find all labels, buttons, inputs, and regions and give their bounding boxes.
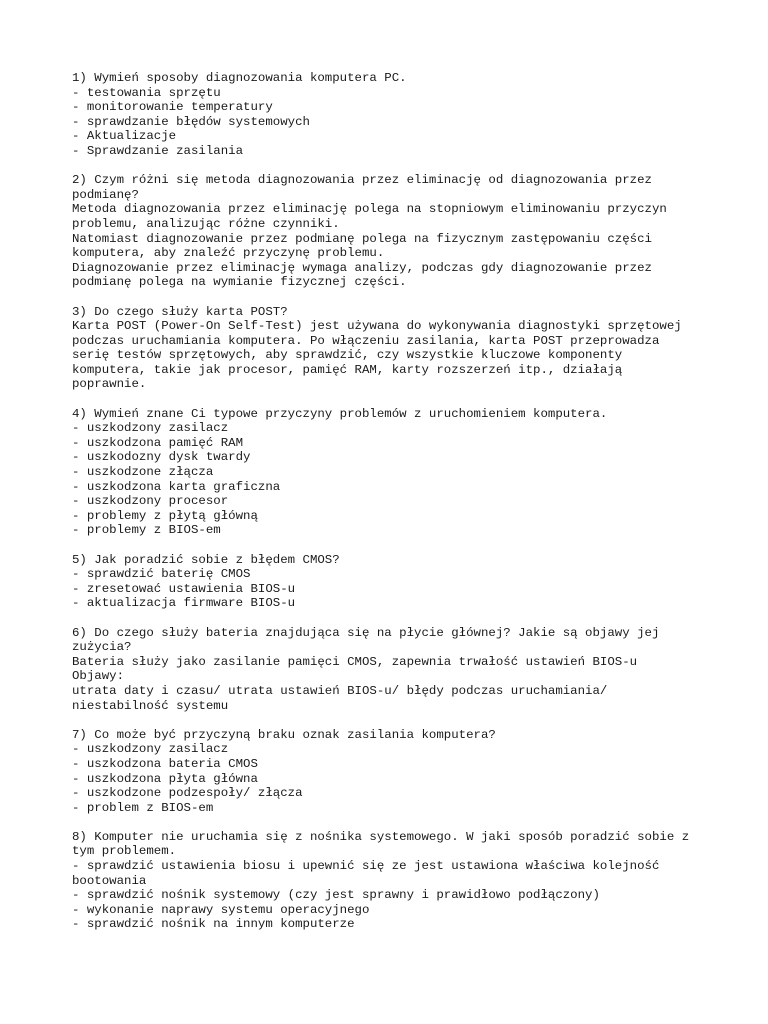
text-line: - Aktualizacje — [72, 129, 177, 144]
text-line: - uszkodzona karta graficzna — [72, 479, 281, 494]
text-line: 2) Czym różni się metoda diagnozowania przez eliminację od diagnozowania przez — [72, 173, 652, 188]
question-8 — [72, 830, 732, 932]
text-line: podczas uruchamiania komputera. Po włączeniu zasilania, karta POST przeprowadza — [72, 333, 660, 348]
text-line: - uszkodzona pamięć RAM — [72, 435, 244, 450]
text-line: - monitorowanie temperatury — [72, 100, 273, 115]
text-line: - problem z BIOS-em — [72, 800, 214, 815]
text-line: serię testów sprzętowych, aby sprawdzić, czy wszystkie kluczowe komponenty — [72, 348, 623, 363]
text-line: zużycia? — [72, 640, 132, 655]
text-line: poprawnie. — [72, 377, 147, 392]
question-2 — [72, 173, 732, 290]
text-line: - sprawdzić nośnik systemowy (czy jest sprawny i prawidłowo podłączony) — [72, 888, 600, 903]
text-line: podmianę polega na wymianie fizycznej części. — [72, 275, 407, 290]
question-7 — [72, 728, 732, 816]
text-line: Karta POST (Power-On Self-Test) jest używana do wykonywania diagnostyki sprzętowej — [72, 319, 682, 334]
text-line: 1) Wymień sposoby diagnozowania komputera PC. — [72, 71, 407, 85]
text-line: bootowania — [72, 873, 147, 888]
text-line: - sprawdzanie błędów systemowych — [72, 114, 310, 129]
text-line: utrata daty i czasu/ utrata ustawień BIOS-u/ błędy podczas uruchamiania/ — [72, 683, 608, 698]
text-line: - zresetować ustawienia BIOS-u — [72, 581, 296, 596]
text-line: - uszkodzona bateria CMOS — [72, 756, 258, 771]
text-line: - uszkodzony zasilacz — [72, 742, 229, 757]
text-line: Natomiast diagnozowanie przez podmianę polega na fizycznym zastępowaniu części — [72, 231, 652, 246]
text-line: tym problemem. — [72, 844, 177, 859]
text-line: - Sprawdzanie zasilania — [72, 143, 244, 158]
text-line: Bateria służy jako zasilanie pamięci CMOS, zapewnia trwałość ustawień BIOS-u — [72, 654, 638, 669]
text-line: - uszkodzone podzespoły/ złącza — [72, 786, 303, 801]
text-line: - uszkodzony procesor — [72, 494, 229, 509]
text-line: - problemy z BIOS-em — [72, 523, 221, 538]
text-line: 8) Komputer nie uruchamia się z nośnika systemowego. W jaki sposób poradzić sobie z — [72, 829, 690, 844]
text-line: - sprawdzić nośnik na innym komputerze — [72, 917, 355, 932]
text-line: - aktualizacja firmware BIOS-u — [72, 596, 296, 611]
text-line: - sprawdzić baterię CMOS — [72, 567, 251, 582]
text-line: 4) Wymień znane Ci typowe przyczyny problemów z uruchomieniem komputera. — [72, 406, 608, 421]
text-line: 7) Co może być przyczyną braku oznak zasilania komputera? — [72, 727, 496, 742]
document-page — [72, 71, 732, 947]
text-line: Objawy: — [72, 669, 125, 684]
text-line: 5) Jak poradzić sobie z błędem CMOS? — [72, 552, 340, 567]
text-line: podmianę? — [72, 187, 139, 202]
question-1 — [72, 71, 732, 159]
question-4 — [72, 407, 732, 538]
question-5 — [72, 553, 732, 611]
text-line: Diagnozowanie przez eliminację wymaga analizy, podczas gdy diagnozowanie przez — [72, 260, 652, 275]
text-line: - uszkodozny dysk twardy — [72, 450, 251, 465]
question-6 — [72, 626, 732, 714]
text-line: - wykonanie naprawy systemu operacyjnego — [72, 902, 370, 917]
text-line: - uszkodzony zasilacz — [72, 421, 229, 436]
question-3 — [72, 305, 732, 393]
text-line: 6) Do czego służy bateria znajdująca się na płycie głównej? Jakie są objawy jej — [72, 625, 660, 640]
text-line: - uszkodzone złącza — [72, 465, 214, 480]
text-line: komputera, takie jak procesor, pamięć RAM, karty rozszerzeń itp., działają — [72, 362, 623, 377]
text-line: problemu, analizując różne czynniki. — [72, 216, 340, 231]
text-line: 3) Do czego służy karta POST? — [72, 304, 288, 319]
text-line: Metoda diagnozowania przez eliminację polega na stopniowym eliminowaniu przyczyn — [72, 202, 667, 217]
text-line: niestabilność systemu — [72, 698, 229, 713]
text-line: komputera, aby znaleźć przyczynę problemu. — [72, 246, 385, 261]
text-line: - testowania sprzętu — [72, 85, 221, 100]
text-line: - sprawdzić ustawienia biosu i upewnić się ze jest ustawiona właściwa kolejność — [72, 859, 660, 874]
text-line: - uszkodzona płyta główna — [72, 771, 258, 786]
text-line: - problemy z płytą główną — [72, 508, 258, 523]
